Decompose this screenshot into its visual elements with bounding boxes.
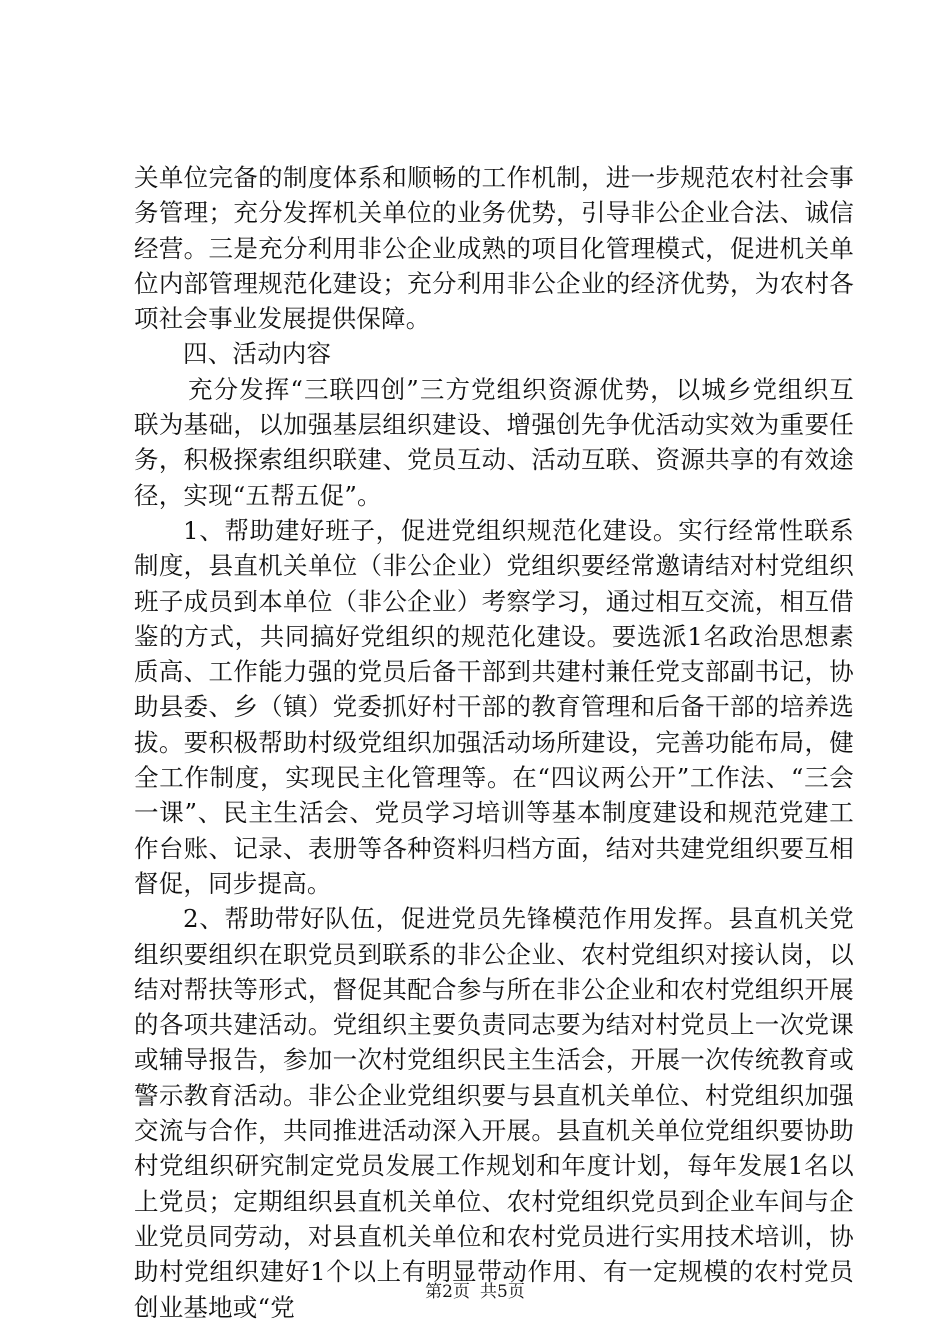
paragraph-continuation: 关单位完备的制度体系和顺畅的工作机制，进一步规范农村社会事务管理；充分发挥机关单位的业务优势，引导非公企业合法、诚信经营。三是充分利用非公企业成熟的项目化管理模式，促进机关单位内部管理规范化建设；充分利用非公企业的经济优势，为农村各项社会事业发展提供保障。 — [134, 163, 854, 334]
paragraph-item-1: 1、帮助建好班子，促进党组织规范化建设。实行经常性联系制度，县直机关单位（非公企业）党组织要经常邀请结对村党组织班子成员到本单位（非公企业）考察学习，通过相互交流，相互借鉴的方式，共同搞好党组织的规范化建设。要选派1名政治思想素质高、工作能力强的党员后备干部到共建村兼任党支部副书记，协助县委、乡（镇）党委抓好村干部的教育管理和后备干部的培养选拔。要积极帮助村级党组织加强活动场所建设，完善功能布局，健全工作制度，实现民主化管理等。在“四议两公开”工作法、“三会一课”、民主生活会、党员学习培训等基本制度建设和规范党建工作台账、记录、表册等各种资料归档方面，结对共建党组织要互相督促，同步提高。 — [134, 515, 854, 898]
page-footer — [0, 1280, 950, 1304]
page-number: 第2页 — [425, 1282, 470, 1302]
paragraph-item-2: 2、帮助带好队伍，促进党员先锋模范作用发挥。县直机关党组织要组织在职党员到联系的非公企业、农村党组织对接认岗，以结对帮扶等形式，督促其配合参与所在非公企业和农村党组织开展的各项共建活动。党组织主要负责同志要为结对村党员上一次党课或辅导报告，参加一次村党组织民主生活会，开展一次传统教育或警示教育活动。非公企业党组织要与县直机关单位、村党组织加强交流与合作，共同推进活动深入开展。县直机关单位党组织要协助村党组织研究制定党员发展工作规划和年度计划，每年发展1名以上党员；定期组织县直机关单位、农村党组织党员到企业车间与企业党员同劳动，对县直机关单位和农村党员进行实用技术培训，协助村党组织建好1个以上有明显带动作用、有一定规模的农村党员创业基地或“党 — [134, 904, 854, 1322]
page-total: 共5页 — [480, 1282, 525, 1302]
document-body — [134, 160, 854, 1325]
paragraph-intro: 充分发挥“三联四创”三方党组织资源优势，以城乡党组织互联为基础，以加强基层组织建设、增强创先争优活动实效为重要任务，积极探索组织联建、党员互动、活动互联、资源共享的有效途径，实现“五帮五促”。 — [134, 374, 854, 510]
section-heading-activity-content: 四、活动内容 — [183, 339, 332, 369]
